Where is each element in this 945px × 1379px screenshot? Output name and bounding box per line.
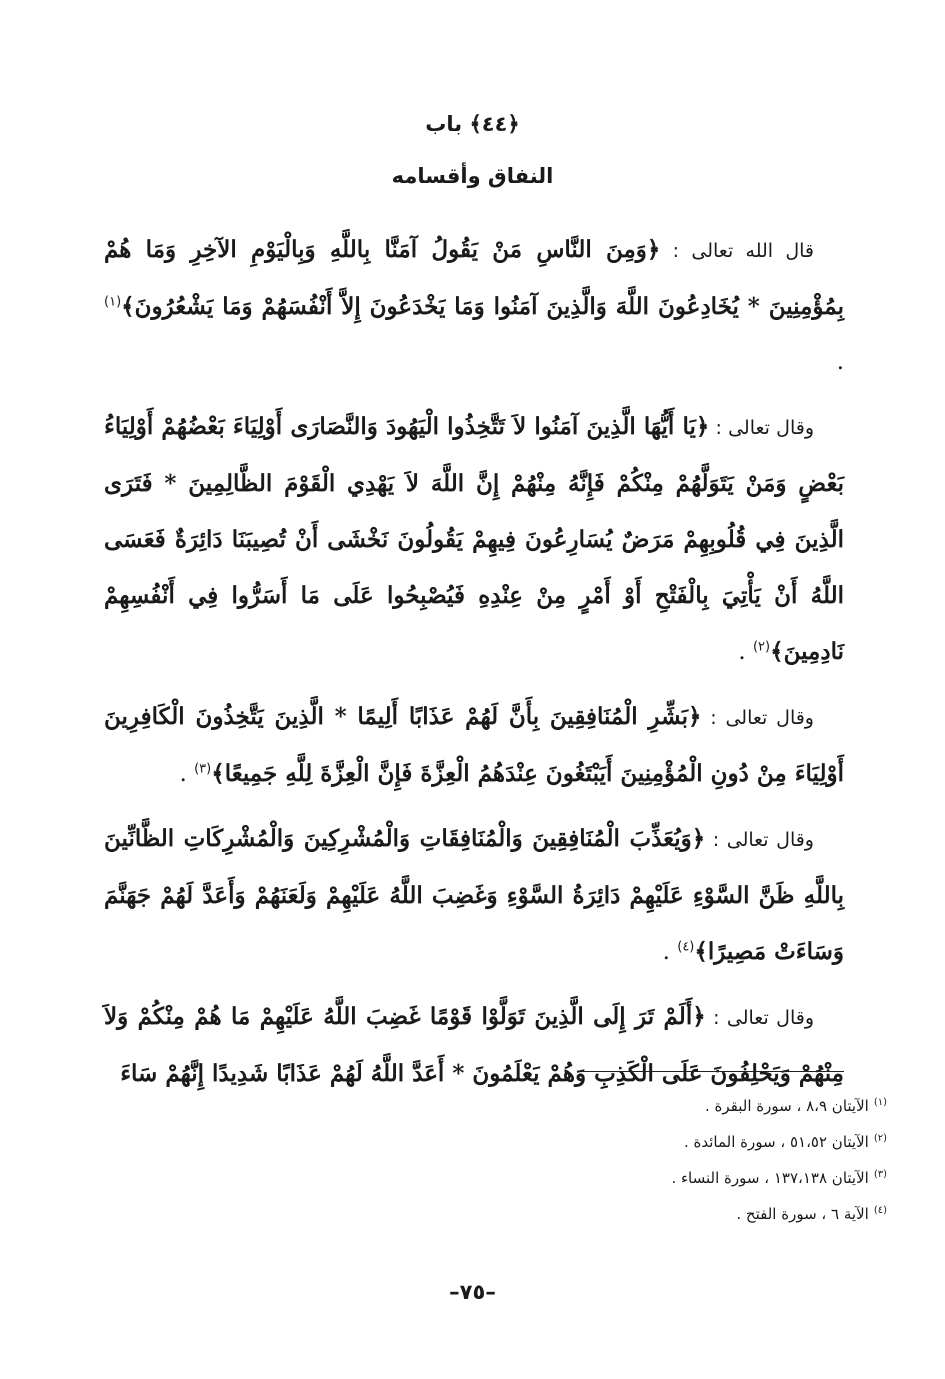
paragraph-end: . xyxy=(836,349,844,375)
paragraph xyxy=(104,222,844,390)
paragraph-end: . xyxy=(179,761,195,787)
paragraph xyxy=(104,989,844,1102)
paragraph xyxy=(104,689,844,802)
paragraph xyxy=(104,399,844,680)
quran-verse: ﴿وَمِنَ النَّاسِ مَنْ يَقُولُ آمَنَّا بِاللَّهِ وَبِالْيَوْمِ الآخِرِ وَمَا هُمْ بِمُؤْمِنِينَ * يُخَادِعُونَ اللَّهَ وَالَّذِينَ آمَنُوا وَمَا يَخْدَعُونَ إِلاَّ أَنْفُسَهُمْ وَمَا يَشْعُرُونَ﴾ xyxy=(104,236,844,320)
footnote-reference: (٢) xyxy=(752,639,771,655)
chapter-number: ﴿٤٤﴾ باب xyxy=(425,112,520,136)
footnote-text: الآية ٦ ، سورة الفتح . xyxy=(736,1205,869,1223)
footnote xyxy=(387,1160,887,1196)
paragraph-intro: قال الله تعالى : xyxy=(660,240,815,262)
paragraph-intro: وقال تعالى : xyxy=(701,707,814,729)
paragraph-intro: وقال تعالى : xyxy=(705,829,814,851)
quran-verse: ﴿يَا أَيُّهَا الَّذِينَ آمَنُوا لاَ تَتَّخِذُوا الْيَهُودَ وَالنَّصَارَى أَوْلِيَاءَ بَعْضُهُمْ أَوْلِيَاءُ بَعْضٍ وَمَنْ يَتَوَلَّهُمْ مِنْكُمْ فَإِنَّهُ مِنْهُمْ إِنَّ اللَّهَ لاَ يَهْدِي الْقَوْمَ الظَّالِمِينَ * فَتَرَى الَّذِينَ فِي قُلُوبِهِمْ مَرَضٌ يُسَارِعُونَ فِيهِمْ يَقُولُونَ نَخْشَى أَنْ تُصِيبَنَا دَائِرَةٌ فَعَسَى اللَّهُ أَنْ يَأْتِيَ بِالْفَتْحِ أَوْ أَمْرٍ مِنْ عِنْدِهِ فَيُصْبِحُوا عَلَى مَا أَسَرُّوا فِي أَنْفُسِهِمْ نَادِمِينَ﴾ xyxy=(104,413,844,665)
quran-verse: ﴿بَشِّرِ الْمُنَافِقِينَ بِأَنَّ لَهُمْ عَذَابًا أَلِيمًا * الَّذِينَ يَتَّخِذُونَ الْكَافِرِينَ أَوْلِيَاءَ مِنْ دُونِ الْمُؤْمِنِينَ أَيَبْتَغُونَ عِنْدَهُمُ الْعِزَّةَ فَإِنَّ الْعِزَّةَ لِلَّهِ جَمِيعًا﴾ xyxy=(104,703,844,787)
paragraph-end: . xyxy=(738,639,753,665)
footnote-text: الآيتان ١٣٧،١٣٨ ، سورة النساء . xyxy=(671,1169,869,1187)
footnote-mark: (٤) xyxy=(873,1205,887,1216)
footnote-divider xyxy=(580,1071,844,1072)
quran-verse: ﴿وَيُعَذِّبَ الْمُنَافِقِينَ وَالْمُنَافِقَاتِ وَالْمُشْرِكِينَ وَالْمُشْرِكَاتِ الظَّانِّينَ بِاللَّهِ ظَنَّ السَّوْءِ عَلَيْهِمْ دَائِرَةُ السَّوْءِ وَغَضِبَ اللَّهُ عَلَيْهِمْ وَلَعَنَهُمْ وَأَعَدَّ لَهُمْ جَهَنَّمَ وَسَاءَتْ مَصِيرًا﴾ xyxy=(104,825,844,965)
paragraph-intro: وقال تعالى : xyxy=(705,1007,814,1029)
footnote-mark: (٢) xyxy=(873,1133,887,1144)
footnote-reference: (٤) xyxy=(677,939,695,955)
footnote-mark: (١) xyxy=(873,1097,887,1108)
footnote xyxy=(387,1088,887,1124)
footnotes xyxy=(387,1088,887,1232)
main-text xyxy=(104,222,844,1111)
footnote xyxy=(387,1124,887,1160)
chapter-title: النفاق وأقسامه xyxy=(391,164,554,188)
quran-verse: ﴿أَلَمْ تَرَ إِلَى الَّذِينَ تَوَلَّوْا قَوْمًا غَضِبَ اللَّهُ عَلَيْهِمْ مَا هُمْ مِنْكُمْ وَلاَ مِنْهُمْ وَيَحْلِفُونَ عَلَى الْكَذِبِ وَهُمْ يَعْلَمُونَ * أَعَدَّ اللَّهُ لَهُمْ عَذَابًا شَدِيدًا إِنَّهُمْ سَاءَ xyxy=(104,1003,844,1087)
footnote xyxy=(387,1196,887,1232)
footnote-reference: (١) xyxy=(104,294,122,310)
paragraph-intro: وقال تعالى : xyxy=(709,417,814,439)
paragraph xyxy=(104,811,844,980)
footnote-text: الآيتان ٥١،٥٢ ، سورة المائدة . xyxy=(683,1133,869,1151)
footnote-text: الآيتان ٨،٩ ، سورة البقرة . xyxy=(704,1097,869,1115)
footnote-reference: (٣) xyxy=(194,761,212,777)
paragraph-end: . xyxy=(662,939,678,965)
footnote-mark: (٣) xyxy=(873,1169,887,1180)
page-number: –٧٥– xyxy=(449,1280,496,1304)
